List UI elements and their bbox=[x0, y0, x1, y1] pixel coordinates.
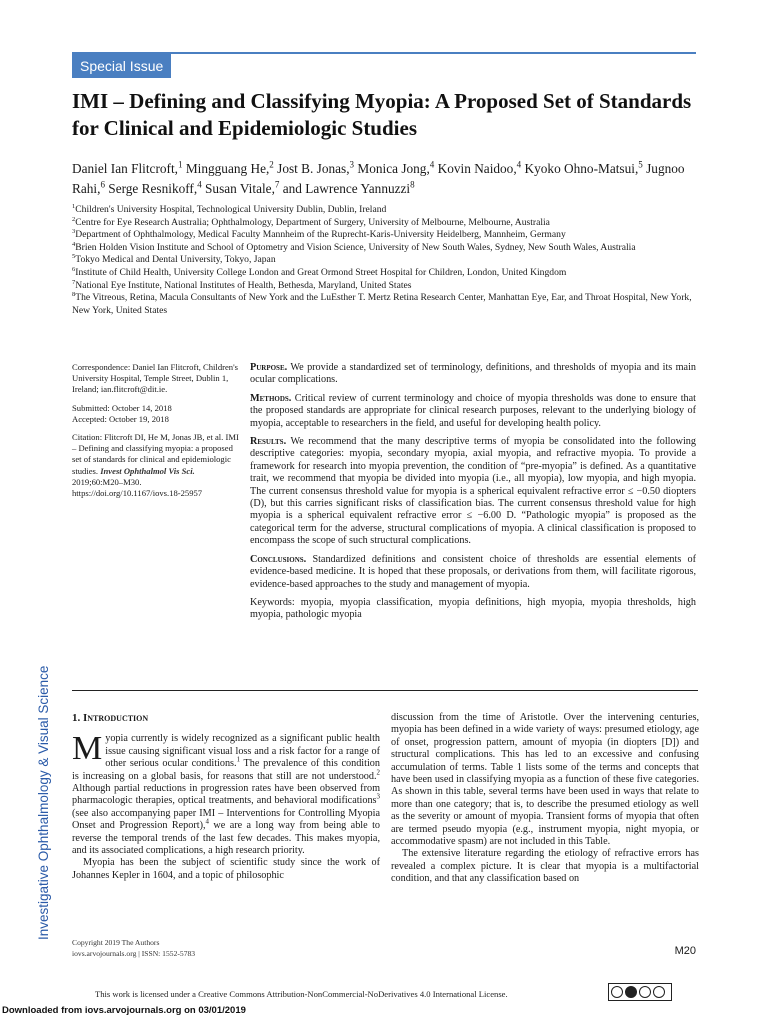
ref[interactable]: 2 bbox=[376, 769, 380, 777]
author-list: Daniel Ian Flitcroft,$^1$ Mingguang He,$^2$ Jost B. Jonas,$^3$ Monica Jong,$^4$ Kovin Naidoo,$^4$ Kyoko Ohno-Matsui,$^5$ Jugnoo Rahi,$^6$ Serge Resnikoff,$^4$ Susan Vitale,$^7$ and Lawrence Yannuzzi$^8$ bbox=[72, 159, 685, 196]
download-stamp: Downloaded from iovs.arvojournals.org on 03/01/2019 bbox=[2, 1005, 246, 1016]
ref[interactable]: 4 bbox=[205, 818, 209, 826]
copyright-block: Copyright 2019 The Authors iovs.arvojournals.org | ISSN: 1552-5783 bbox=[72, 938, 196, 958]
submitted-date: Submitted: October 14, 2018 bbox=[72, 402, 172, 413]
affiliation: $^7$National Eye Institute, National Institutes of Health, Bethesda, Maryland, United States bbox=[72, 278, 412, 291]
abstract-conclusions: Conclusions. Standardized definitions and consistent choice of thresholds are essential elements of evidence-based medicine. It is hoped that these proposals, or derivations from them, will facilitate rigorous, evidence-based approaches to the study and management of myopia. bbox=[250, 553, 697, 590]
affiliation: $^5$Tokyo Medical and Dental University, Tokyo, Japan bbox=[72, 253, 276, 266]
journal-url-issn[interactable]: iovs.arvojournals.org | ISSN: 1552-5783 bbox=[72, 949, 196, 958]
paragraph: Myopia has been the subject of scientific study since the work of Johannes Kepler in 1604, and a topic of philosophic bbox=[72, 857, 380, 881]
correspondence: Correspondence: Daniel Ian Flitcroft, Children's University Hospital, Temple Street, Dublin 1, Ireland; ian.flitcroft@dit.ie. bbox=[72, 362, 238, 395]
affiliation: $^8$The Vitreous, Retina, Macula Consultants of New York and the LuEsther T. Mertz Retina Research Center, Manhattan Eye, Ear, and Throat Hospital, New York, New York, United States bbox=[72, 290, 692, 316]
author: and Lawrence Yannuzzi bbox=[282, 181, 411, 196]
author: Jugnoo Rahi, bbox=[72, 161, 685, 196]
doi-link[interactable]: 2019;60:M20–M30. https://doi.org/10.1167/iovs.18-25957 bbox=[72, 476, 203, 499]
abstract-results: Results. We recommend that the many descriptive terms of myopia be consolidated into the following descriptive categories: myopia, secondary myopia, axial myopia, and refractive myopia. To provide a framework for research into myopia prevention, the condition of “pre-myopia” is defined. As a quantitative trait, we recommend that myopia be divided into myopia (i.e., all myopia), low myopia, and high myopia. The current consensus threshold value for myopia is a spherical equivalent refractive error ≤ −0.50 diopters (D), but this carries significant risks of classification bias. The current consensus threshold value for high myopia is a spherical equivalent refractive error ≤ −6.00 D. “Pathologic myopia” is proposed as the categorical term for the adverse, structural complications of myopia. A clinical classification is proposed to encompass the scope of such structural complications. bbox=[250, 436, 696, 547]
affiliation: $^3$Department of Ophthalmology, Medical Faculty Mannheim of the Ruprecht-Karis-University Heidelberg, Mannheim, Germany bbox=[72, 228, 566, 241]
special-issue-badge: Special Issue bbox=[72, 54, 171, 78]
journal-abbrev: Invest Ophthalmol Vis Sci. bbox=[100, 465, 195, 476]
journal-name-vertical: Investigative Ophthalmology & Visual Science bbox=[36, 665, 51, 940]
nc-icon bbox=[639, 986, 651, 998]
author: Kyoko Ohno-Matsui, bbox=[524, 161, 639, 176]
license-text: This work is licensed under a Creative Commons Attribution-NonCommercial-NoDerivatives 4.0 International License. bbox=[95, 989, 508, 999]
paragraph: discussion from the time of Aristotle. Over the intervening centuries, myopia has been defined in a wide variety of ways: presumed etiology, age of onset, progression pattern, amount of myopia (in diopters [D]) and structural complications. This has led to an excessive and confusing accumulation of terms. Table 1 lists some of the terms and concepts that have been used in classifying myopia as a function of these five categories. As shown in this table, several terms have been used in ways that relate to more than one category; that is, to describe the presumed etiology as well as the severity or amount of myopia. Transient forms of myopia that often are termed pseudo myopia (e.g., instrument myopia, night myopia, or accommodative spasm) are not included in this Table. bbox=[391, 712, 699, 848]
affiliation-list bbox=[72, 204, 698, 317]
cc-icon bbox=[611, 986, 623, 998]
ref[interactable]: 3 bbox=[376, 794, 380, 802]
paragraph: The extensive literature regarding the etiology of refractive errors has revealed a complex picture. It is clear that myopia is a multifactorial condition, and that any classification based on bbox=[391, 848, 699, 885]
author: Susan Vitale, bbox=[205, 181, 275, 196]
abstract-methods: Methods. Critical review of current terminology and choice of myopia thresholds was done to ensure that the proposed standards are appropriate for clinical research purposes, relevant to the underlying biology of myopia, acceptable to researchers in the field, and useful for developing health policy. bbox=[250, 392, 697, 429]
abstract-purpose: Purpose. We provide a standardized set of terminology, definitions, and thresholds of myopia and its main ocular complications. bbox=[250, 362, 696, 386]
citation: Citation: Flitcroft DI, He M, Jonas JB, et al. IMI – Defining and classifying myopia: a proposed set of standards for clinical and epidemiologic studies. Invest Ophthalmol Vis Sci. 2019;60:M20–M30. https://doi.org/10.1167/iovs.18-25957 bbox=[72, 432, 239, 499]
author: Kovin Naidoo, bbox=[437, 161, 517, 176]
page-number: M20 bbox=[674, 945, 696, 957]
keywords: Keywords: myopia, myopia classification, myopia definitions, high myopia, myopia thresholds, high myopia, pathologic myopia bbox=[250, 596, 696, 621]
nd-icon bbox=[653, 986, 665, 998]
article-title: IMI – Defining and Classifying Myopia: A Proposed Set of Standards for Clinical and Epidemiologic Studies bbox=[72, 89, 692, 140]
affiliation: $^6$Institute of Child Health, University College London and Great Ormond Street Hospital for Children, London, United Kingdom bbox=[72, 265, 567, 278]
author: Daniel Ian Flitcroft, bbox=[72, 161, 178, 176]
by-icon bbox=[625, 986, 637, 998]
section-heading: 1. Introduction bbox=[72, 712, 149, 724]
paragraph: Myopia currently is widely recognized as a significant public health issue causing significant visual loss and a risk factor for a range of other serious ocular conditions.$^1$ The prevalence of this condition is increasing on a global basis, for reasons that still are not understood.$^2$ Although partial reductions in progression rates have been observed from pharmacologic therapies, optical treatments, and behavioral modifications$^3$ (see also accompanying paper IMI – Interventions for Controlling Myopia Onset and Progression Report),$^4$ we are a long way from being able to reverse the temporal trends of the last few decades. This makes myopia, and its associated complications, a high research priority. bbox=[72, 730, 380, 857]
affiliation: $^4$Brien Holden Vision Institute and School of Optometry and Vision Science, University of New South Wales, Sydney, New South Wales, Australia bbox=[72, 240, 636, 253]
section-divider bbox=[72, 690, 698, 691]
author: Monica Jong, bbox=[357, 161, 430, 176]
body-column-right bbox=[391, 712, 699, 886]
author: Jost B. Jonas, bbox=[277, 161, 350, 176]
accepted-date: Accepted: October 19, 2018 bbox=[72, 413, 169, 424]
abstract bbox=[250, 362, 696, 628]
affiliation: $^1$Children's University Hospital, Technological University Dublin, Dublin, Ireland bbox=[72, 202, 387, 215]
affiliation: $^2$Centre for Eye Research Australia; Ophthalmology, Department of Surgery, University of Melbourne, Melbourne, Australia bbox=[72, 215, 550, 228]
author: Mingguang He, bbox=[185, 161, 270, 176]
body-column-left bbox=[72, 712, 380, 882]
cc-license-icon[interactable] bbox=[608, 983, 672, 1001]
drop-cap: M bbox=[72, 730, 103, 768]
ref[interactable]: 1 bbox=[236, 756, 241, 764]
author: Serge Resnikoff, bbox=[108, 181, 198, 196]
article-info-sidebar bbox=[72, 362, 240, 506]
